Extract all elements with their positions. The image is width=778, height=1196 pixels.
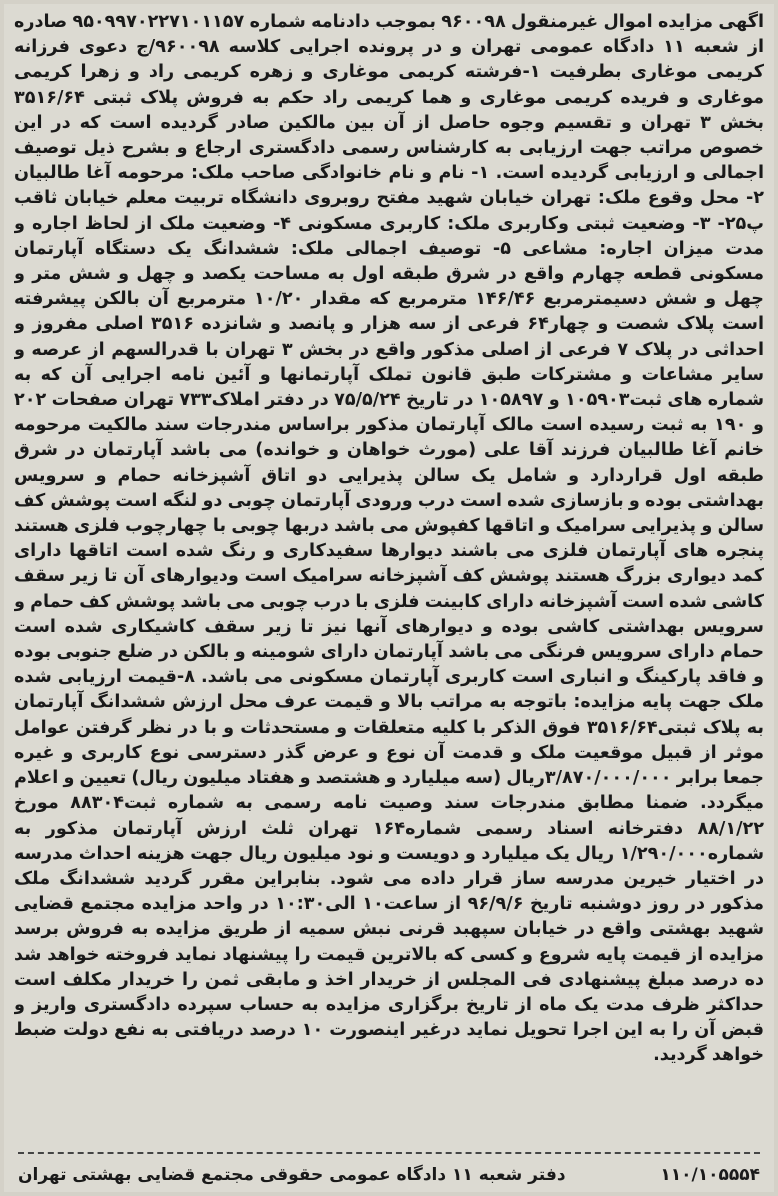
- newspaper-clipping: [4, 4, 774, 1192]
- notice-code: ۱۱۰/۱۰۵۵۵۴: [660, 1165, 760, 1185]
- auction-notice-text: اگهی مزایده اموال غیرمنقول ۹۶۰۰۹۸ بموجب دادنامه شماره ۹۵۰۹۹۷۰۲۲۷۱۰۱۱۵۷ صادره از شعبه ۱۱ دادگاه عمومی تهران و در پرونده اجرایی کلاسه ۹۶۰۰۹۸/ج دعوی فرزانه کریمی موغاری بطرفیت ۱-فرشته کریمی موغاری و زهره کریمی راد و زهرا کریمی موغاری و فریده کریمی موغاری و هما کریمی راد حکم به فروش پلاک ثبتی ۳۵۱۶/۶۴ بخش ۳ تهران و تقسیم وجوه حاصل از آن بین مالکین صادر گردیده است که در این خصوص مراتب جهت ارزیابی به کارشناس رسمی دادگستری ارجاع و بشرح ذیل توصیف اجمالی و ارزیابی گردیده است. ۱- نام و نام خانوادگی صاحب ملک: مرحومه آغا طالبیان ۲- محل وقوع ملک: تهران خیابان شهید مفتح روبروی دانشگاه تربیت معلم خیابان ثاقب پ۲۵- ۳- وضعیت ثبتی وکاربری ملک: کاربری مسکونی ۴- وضعیت ملک از لحاظ اجاره و مدت میزان اجاره: مشاعی ۵- توصیف اجمالی ملک: ششدانگ یک دستگاه آپارتمان مسکونی قطعه چهارم واقع در شرق طبقه اول به مساحت یکصد و چهل و شش متر و چهل و شش دسیمترمربع ۱۴۶/۴۶ مترمربع که مقدار ۱۰/۲۰ مترمربع آن بالکن پیشرفته است پلاک شصت و چهار۶۴ فرعی از سه هزار و پانصد و شانزده ۳۵۱۶ اصلی مفروز و احداثی در پلاک ۷ فرعی از اصلی مذکور واقع در بخش ۳ تهران با قدرالسهم از عرصه و سایر مشاعات و مشترکات طبق قانون تملک آپارتمانها و آئین نامه اجرایی آن که به شماره های ثبت۱۰۵۹۰۳ و ۱۰۵۸۹۷ در تاریخ ۷۵/۵/۲۴ در دفتر املاک۷۳۳ تهران صفحات ۲۰۲ و ۱۹۰ به ثبت رسیده است مالک آپارتمان مذکور براساس مندرجات سند مالکیت مرحومه خانم آغا طالبیان فرزند آقا علی (مورث خواهان و خوانده) می باشد آپارتمان در شرق طبقه اول قراردارد و شامل یک سالن پذیرایی دو اتاق آشپزخانه حمام و سرویس بهداشتی بوده و بازسازی شده است درب ورودی آپارتمان چوبی دو لنگه است پوشش کف سالن و پذیرایی سرامیک و اتاقها کفپوش می باشد دربها چوبی با چهارچوب فلزی هستند پنجره های آپارتمان فلزی می باشند دیوارها سفیدکاری و رنگ شده است اتاقها دارای کمد دیواری بزرگ هستند پوشش کف آشپزخانه سرامیک است ودیوارهای آن تا زیر سقف کاشی شده است آشپزخانه دارای کابینت فلزی با درب چوبی می باشد پوشش کف حمام و سرویس بهداشتی کاشی بوده و دیوارهای آنها نیز تا زیر سقف کاشیکاری شده است حمام دارای سرویس فرنگی می باشد آپارتمان دارای شومینه و بالکن در ضلع جنوبی بوده و فاقد پارکینگ و انباری است کاربری آپارتمان مسکونی می باشد. ۸-قیمت ارزیابی شده ملک جهت پایه مزایده: باتوجه به مراتب بالا و قیمت عرف محل ارزش ششدانگ آپارتمان به پلاک ثبتی۳۵۱۶/۶۴ فوق الذکر با کلیه متعلقات و مستحدثات و با در نظر گرفتن عوامل موثر از قبیل موقعیت ملک و قدمت آن نوع و عرض گذر دسترسی نوع کاربری و غیره جمعا برابر ۳/۸۷۰/۰۰۰/۰۰۰ریال (سه میلیارد و هشتصد و هفتاد میلیون ریال) تعیین و اعلام میگردد. ضمنا مطابق مندرجات سند وصیت نامه رسمی به شماره ثبت۸۸۳۰۴ مورخ ۸۸/۱/۲۲ دفترخانه اسناد رسمی شماره۱۶۴ تهران ثلث ارزش آپارتمان مذکور به شماره۱/۲۹۰/۰۰۰ ریال یک میلیارد و دویست و نود میلیون ریال جهت هزینه احداث مدرسه در اختیار خیرین مدرسه ساز قرار داده می شود. بنابراین مقرر گردید ششدانگ ملک مذکور در روز دوشنبه تاریخ ۹۶/۹/۶ از ساعت۱۰ الی۱۰:۳۰ در واحد مزایده مجتمع قضایی شهید بهشتی واقع در خیابان سپهبد قرنی نبش سمیه از طریق مزایده به فروش برسد مزایده از قیمت پایه شروع و کسی که بالاترین قیمت را پیشنهاد نماید فروخته خواهد شد ده درصد مبلغ پیشنهادی فی المجلس از خریدار اخذ و مابقی ثمن را خریدار مکلف است حداکثر ظرف مدت یک ماه از تاریخ برگزاری مزایده به حساب سپرده دادگستری واریز و قبض آن را به این اجرا تحویل نماید درغیر اینصورت ۱۰ درصد دریافتی به نفع دولت ضبط خواهد گردید.: [14, 12, 764, 1066]
- notice-footer: [18, 1162, 760, 1188]
- issuing-office: دفتر شعبه ۱۱ دادگاه عمومی حقوقی مجتمع قضایی بهشتی تهران: [18, 1165, 566, 1185]
- footer-divider: [18, 1152, 760, 1154]
